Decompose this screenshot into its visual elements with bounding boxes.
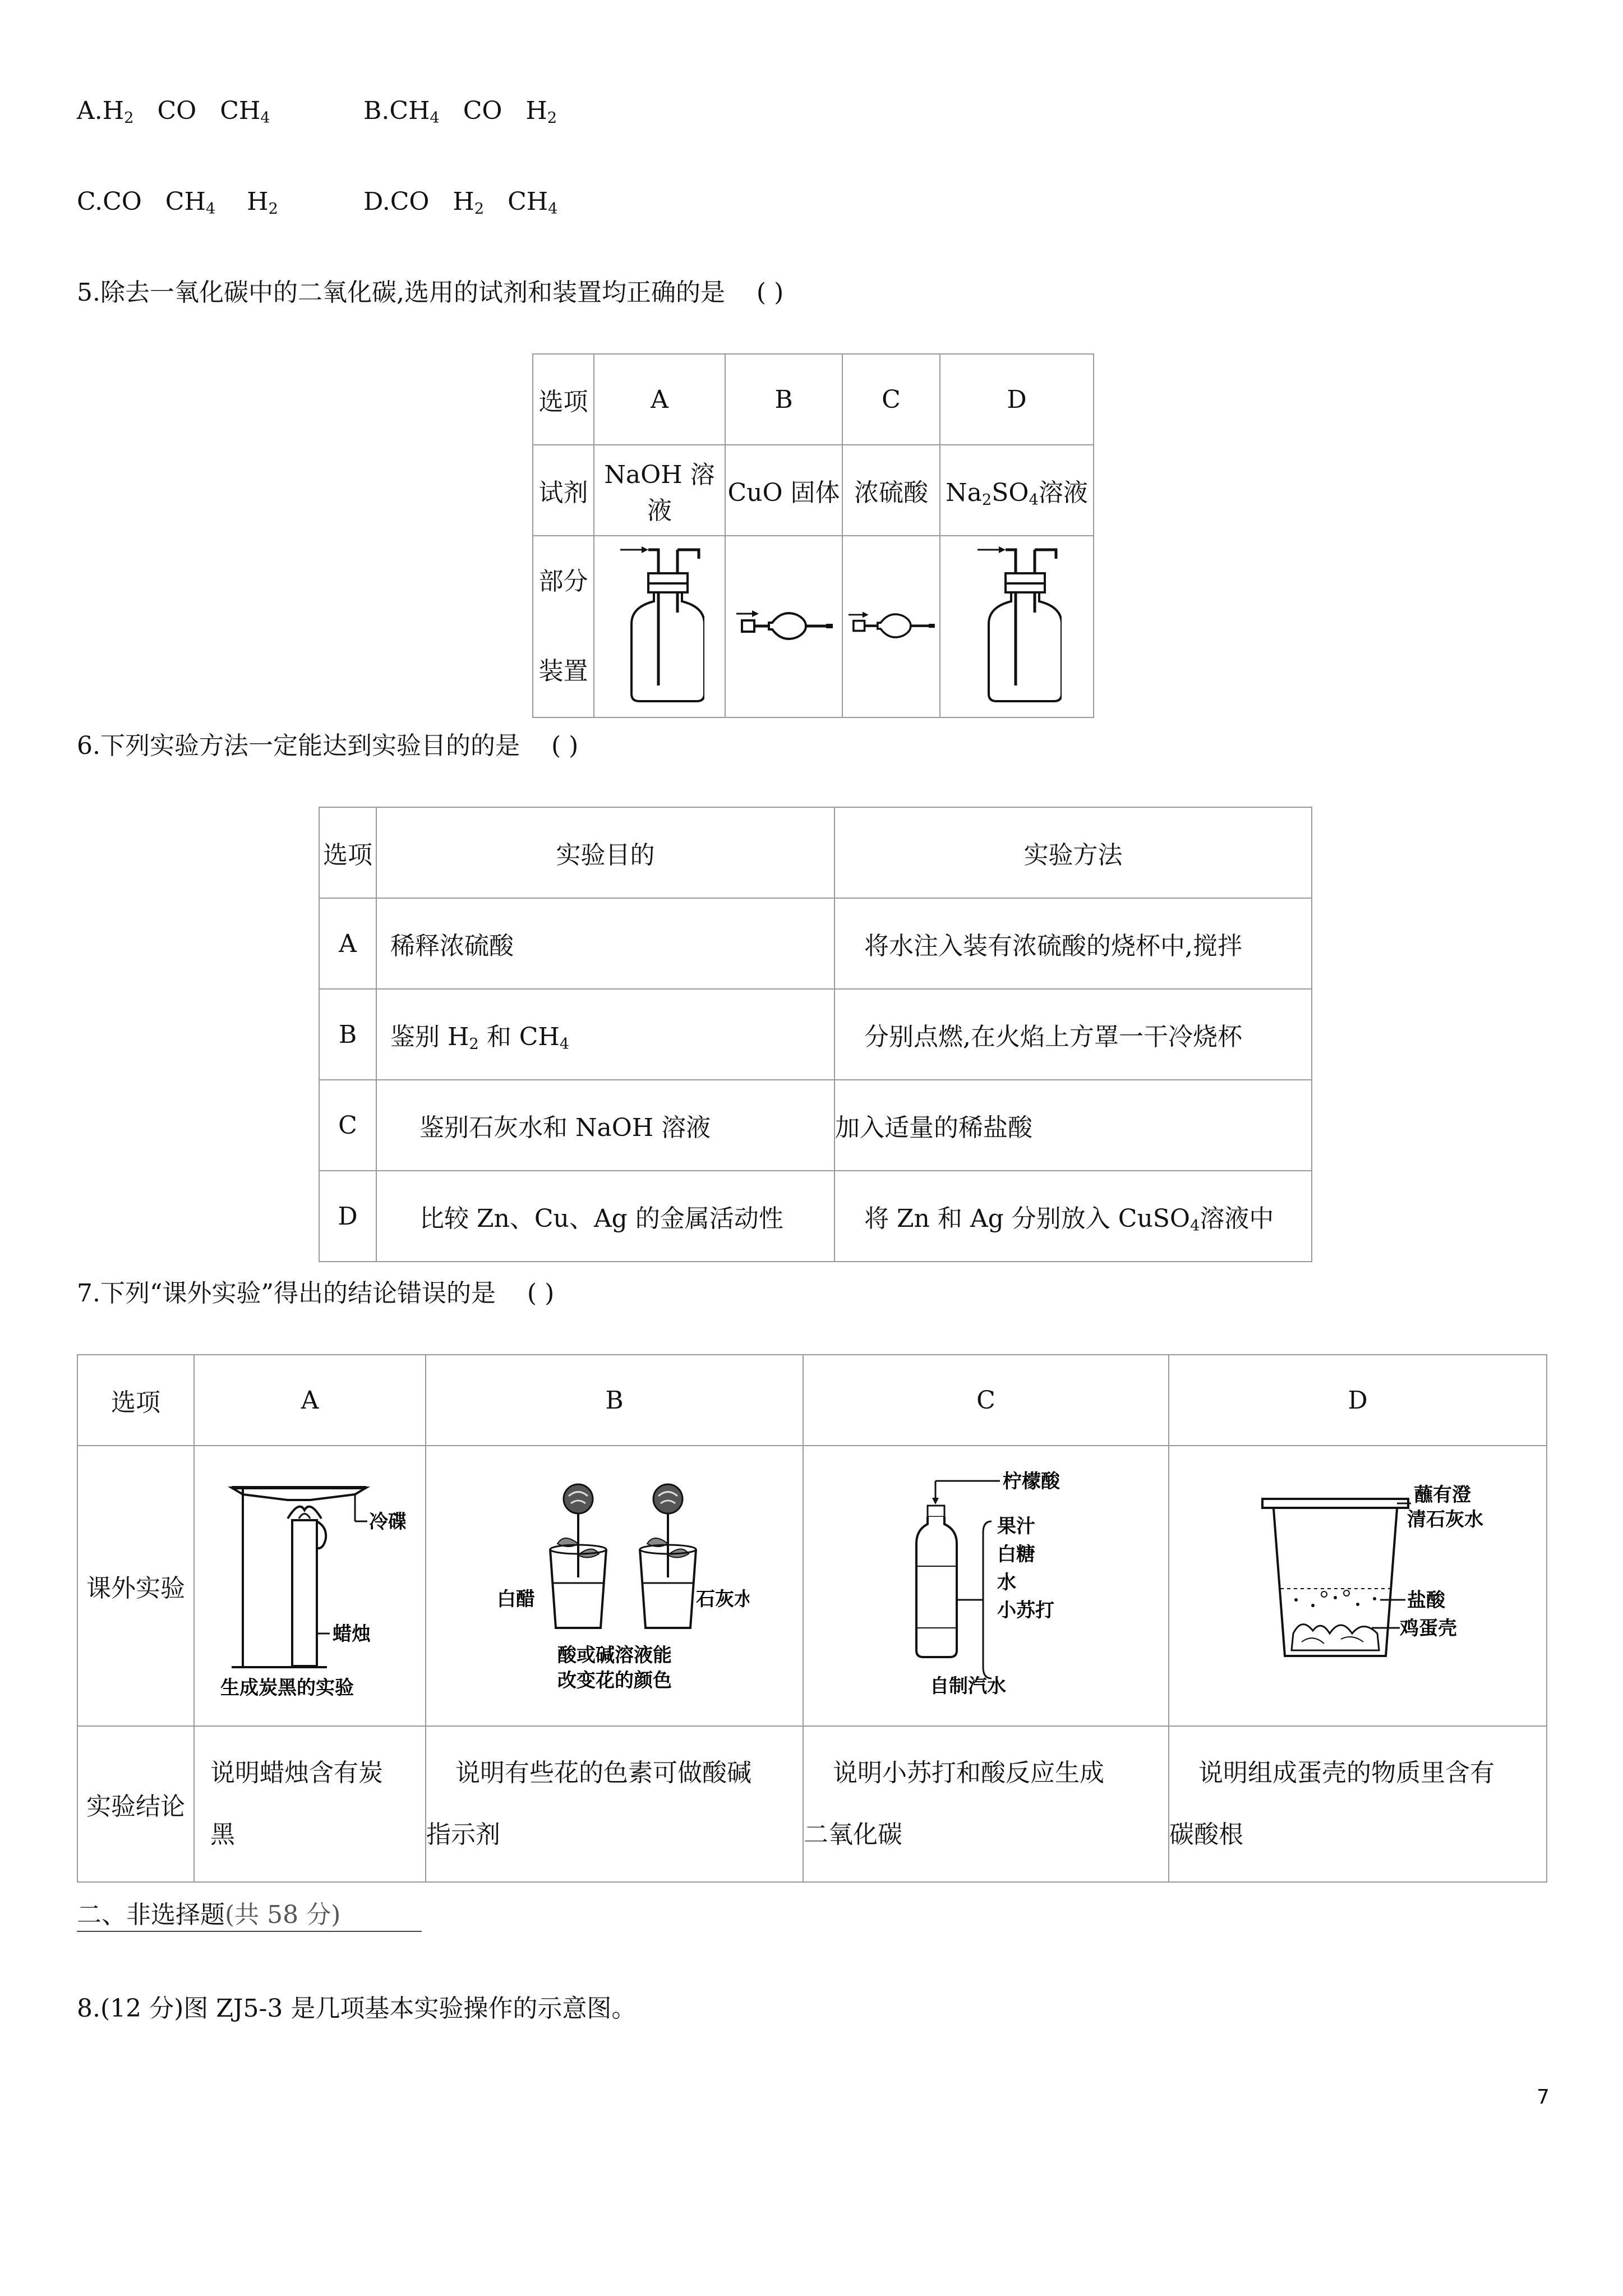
baking-soda-label: 小苏打 — [997, 1599, 1054, 1622]
q5-header-d: D — [940, 354, 1094, 445]
q6-row-d-method: 将 Zn 和 Ag 分别放入 CuSO$_4$溶液中 — [834, 1171, 1312, 1262]
q4-option-c: C.CO $CH_4$ $H_2$ — [77, 187, 278, 218]
q5-stem: 5.除去一氧化碳中的二氧化碳,选用的试剂和装置均正确的是 ( ) — [77, 278, 784, 307]
q6-stem: 6.下列实验方法一定能达到实验目的的是 ( ) — [77, 731, 579, 760]
eggshell-label: 鸡蛋壳 — [1400, 1617, 1457, 1640]
q8-stem: 8.(12 分)图 ZJ5-3 是几项基本实验操作的示意图。 — [77, 1994, 637, 2023]
q7-header-option: 选项 — [77, 1355, 194, 1446]
q7-header-a: A — [194, 1355, 426, 1446]
q7-table — [77, 1354, 1547, 1883]
page-number: 7 — [1537, 2086, 1550, 2109]
limewater-label: 石灰水 — [695, 1588, 749, 1611]
table-row — [319, 1080, 1312, 1171]
q7-figure-d — [1169, 1446, 1547, 1726]
cold-dish-label: 冷碟 — [368, 1510, 405, 1533]
q7-figure-b — [426, 1446, 803, 1726]
q4-option-a: $A.H_2$ CO $CH_4$ — [77, 96, 270, 127]
figure-b-caption-2: 改变花的颜色 — [557, 1669, 672, 1692]
figure-c-caption: 自制汽水 — [930, 1674, 1006, 1697]
limewater-dipped-label-2: 清石灰水 — [1407, 1508, 1483, 1531]
q5-table — [532, 353, 1094, 718]
q5-reagent-b: CuO 固体 — [725, 445, 842, 536]
q6-header-method: 实验方法 — [834, 807, 1312, 898]
q5-reagent-a: NaOH 溶液 — [594, 445, 725, 536]
drying-tube-icon — [843, 601, 939, 646]
limewater-dipped-label-1: 蘸有澄 — [1414, 1483, 1471, 1506]
figure-b-caption-1: 酸或碱溶液能 — [557, 1644, 672, 1667]
q7-figure-c — [803, 1446, 1169, 1726]
water-label: 水 — [997, 1571, 1016, 1594]
q5-apparatus-a — [594, 536, 725, 717]
q7-conclusion-label: 实验结论 — [77, 1726, 194, 1882]
vinegar-label: 白醋 — [496, 1588, 535, 1611]
candle-label: 蜡烛 — [332, 1622, 371, 1645]
q7-figure-a — [194, 1446, 426, 1726]
hydrochloric-acid-label: 盐酸 — [1407, 1589, 1445, 1612]
citric-acid-label: 柠檬酸 — [1003, 1470, 1060, 1493]
q5-reagent-d: $Na_2SO_4$溶液 — [940, 445, 1094, 536]
section-2-heading: 二、非选择题(共 58 分) — [77, 1899, 422, 1932]
q6-row-b-method: 分别点燃,在火焰上方罩一干冷烧杯 — [834, 989, 1312, 1080]
q7-stem: 7.下列“课外实验”得出的结论错误的是 ( ) — [77, 1279, 555, 1308]
table-row — [319, 898, 1312, 989]
table-row — [319, 1171, 1312, 1262]
q4-option-d: D.CO $H_2$ $CH_4$ — [363, 187, 558, 218]
q5-header-option: 选项 — [533, 354, 594, 445]
q7-conclusion-b: 说明有些花的色素可做酸碱 指示剂 — [426, 1726, 803, 1882]
table-row — [319, 989, 1312, 1080]
q7-conclusion-a: 说明蜡烛含有炭 黑 — [194, 1726, 426, 1882]
q6-header-option: 选项 — [319, 807, 376, 898]
q6-row-c-option: C — [319, 1080, 376, 1171]
q6-row-d-option: D — [319, 1171, 376, 1262]
drying-tube-icon — [731, 601, 837, 646]
q6-row-a-method: 将水注入装有浓硫酸的烧杯中,搅拌 — [834, 898, 1312, 989]
q5-header-a: A — [594, 354, 725, 445]
q7-conclusion-c: 说明小苏打和酸反应生成 二氧化碳 — [803, 1726, 1169, 1882]
q6-header-goal: 实验目的 — [376, 807, 834, 898]
sugar-label: 白糖 — [997, 1543, 1035, 1566]
q7-experiment-label: 课外实验 — [77, 1446, 194, 1726]
q5-apparatus-d — [940, 536, 1094, 717]
rose-icon — [557, 1484, 599, 1577]
q7-header-c: C — [803, 1355, 1169, 1446]
q6-row-c-goal: 鉴别石灰水和 NaOH 溶液 — [376, 1080, 834, 1171]
q5-apparatus-b — [725, 536, 842, 717]
q6-row-b-option: B — [319, 989, 376, 1080]
q7-conclusion-d: 说明组成蛋壳的物质里含有 碳酸根 — [1169, 1726, 1547, 1882]
q5-reagent-label: 试剂 — [533, 445, 594, 536]
q5-reagent-c: 浓硫酸 — [842, 445, 940, 536]
homemade-soda-figure — [863, 1465, 1109, 1701]
candle-soot-experiment-figure — [215, 1465, 405, 1701]
q5-apparatus-c — [842, 536, 940, 717]
rose-icon — [647, 1484, 689, 1577]
q5-header-c: C — [842, 354, 940, 445]
q7-header-b: B — [426, 1355, 803, 1446]
gas-washing-bottle-icon — [972, 540, 1062, 708]
juice-label: 果汁 — [997, 1515, 1035, 1538]
q6-row-b-goal: 鉴别 $H_2$ 和 $CH_4$ — [376, 989, 834, 1080]
eggshell-experiment-figure — [1229, 1465, 1487, 1701]
q6-row-a-goal: 稀释浓硫酸 — [376, 898, 834, 989]
figure-a-caption: 生成炭黑的实验 — [220, 1676, 354, 1699]
flower-indicator-experiment-figure — [480, 1465, 749, 1701]
gas-washing-bottle-icon — [615, 540, 704, 708]
q6-table — [319, 807, 1312, 1262]
q6-row-a-option: A — [319, 898, 376, 989]
q6-row-c-method: 加入适量的稀盐酸 — [834, 1080, 1312, 1171]
q6-row-d-goal: 比较 Zn、Cu、Ag 的金属活动性 — [376, 1171, 834, 1262]
q5-header-b: B — [725, 354, 842, 445]
q5-apparatus-label: 部分 装置 — [533, 536, 594, 717]
q7-header-d: D — [1169, 1355, 1547, 1446]
q4-option-b: $B.CH_4$ CO $H_2$ — [363, 96, 557, 127]
